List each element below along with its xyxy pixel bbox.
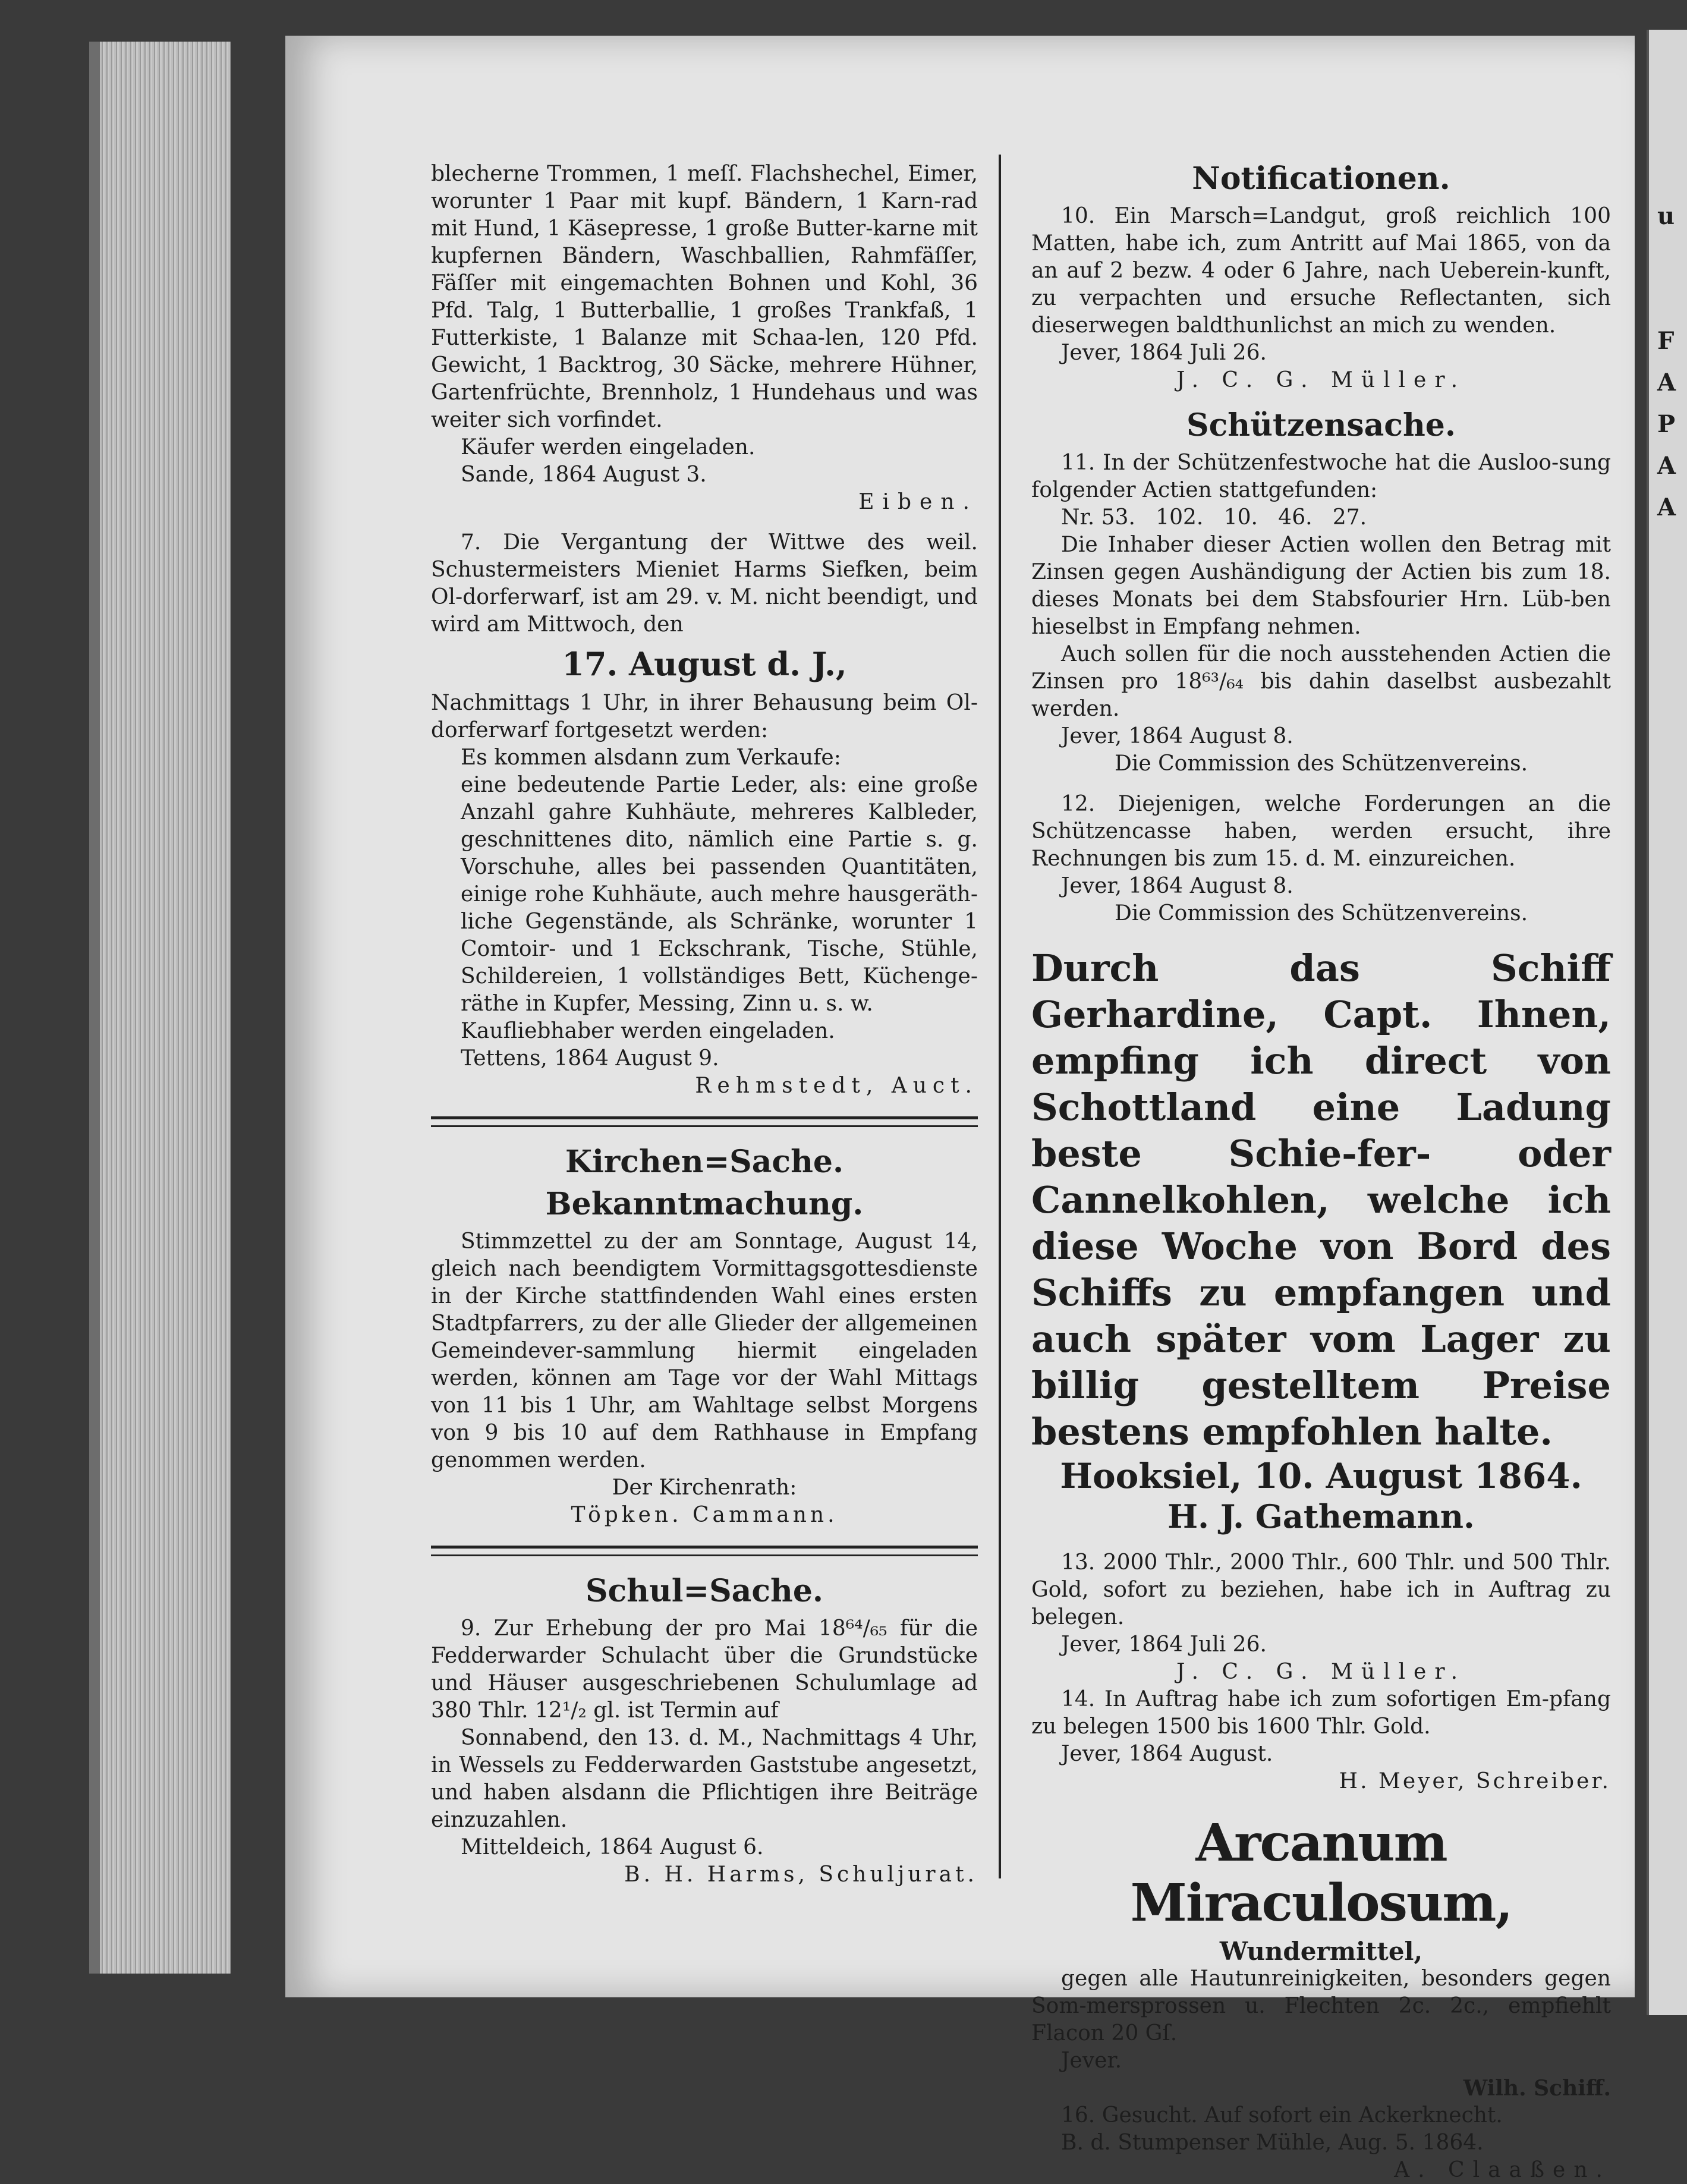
notice-12-place-date: Jever, 1864 August 8. [1061, 874, 1293, 898]
sliver-letter: u [1657, 202, 1675, 230]
section-heading-notifications: Notificationen. [1192, 161, 1450, 197]
signature: Eiben. [858, 490, 978, 514]
section-heading-school: Schul=Sache. [585, 1573, 824, 1609]
notice-7: 7. Die Vergantung der Wittwe des weil. Schustermeisters Mieniet Harms Siefken, beim Ol-dorferwarf, ist am 29. v. M. nicht beendigt, und wird am Mittwoch, den [431, 530, 978, 637]
notice-11: 11. In der Schützenfestwoche hat die Ausloo-sung folgender Actien stattgefunden: [1031, 451, 1611, 502]
place-date: Sande, 1864 August 3. [461, 462, 707, 487]
notice-14: 14. In Auftrag habe ich zum sofortigen Em-pfang zu belegen 1500 bis 1600 Thlr. Gold. [1031, 1687, 1611, 1739]
sliver-letter: A [1657, 369, 1676, 396]
right-column [1031, 161, 1611, 2184]
church-notice: Stimmzettel zu der am Sonntage, August 14, gleich nach beendigtem Vormittagsgottesdienste in der Kirche stattfindenden Wahl eines ersten Stadtpfarrers, zu der alle Glieder der allgemeinen Gemeindever-sammlung hiermit eingeladen werden, können am Tage vor der Wahl Mittags von 11 bis 1 Uhr, am Wahltage selbst Morgens von 9 bis 10 auf dem Rathhause in Empfang genommen werden. [431, 1229, 978, 1472]
sliver-letter: F [1657, 327, 1675, 355]
notice-7-items: eine bedeutende Partie Leder, als: eine große Anzahl gahre Kuhhäute, mehreres Kalbleder, geschnittenes dito, nämlich eine Partie s. g. Vorschuhe, alles bei passenden Quantitäten, einige rohe Kuhhäute, auch mehre hausgeräth-liche Gegenstände, als Schränke, worunter 1 Comtoir- und 1 Eckschrank, Tische, Stühle, Schildereien, 1 vollständiges Bett, Küchenge-räthe in Kupfer, Messing, Zinn u. s. w. [461, 773, 978, 1016]
section-rule [431, 1116, 978, 1127]
notice-7-buyers: Kaufliebhaber werden eingeladen. [461, 1019, 835, 1043]
arcanum-ad-subtitle: Wundermittel, [1219, 1937, 1423, 1966]
sliver-letter: A [1657, 452, 1676, 480]
notice-7-intro: Es kommen alsdann zum Verkaufe: [461, 745, 841, 770]
book-page-edges [89, 42, 231, 1974]
notice-11-body: Die Inhaber dieser Actien wollen den Betrag mit Zinsen gegen Aushändigung der Actien bis zum 18. dieses Monats bei dem Stabsfourier Hrn. Lüb-ben hieselbst in Empfang nehmen. [1031, 533, 1611, 639]
church-council: Der Kirchenrath: [612, 1475, 797, 1500]
notice-12-signature: Die Commission des Schützenvereins. [1114, 901, 1528, 926]
notice-9: 9. Zur Erhebung der pro Mai 18⁶⁴/₆₅ für die Fedderwarder Schulacht über die Grundstücke und Häuser ausgeschriebenen Schulumlage ad 380 Thlr. 12¹/₂ gl. ist Termin auf [431, 1616, 978, 1723]
notice-13-signature: J. C. G. Müller. [1176, 1660, 1466, 1684]
section-heading-church: Kirchen=Sache. [565, 1144, 844, 1180]
notice-11-signature: Die Commission des Schützenvereins. [1114, 751, 1528, 776]
coal-ad-place-date: Hooksiel, 10. August 1864. [1060, 1456, 1582, 1496]
left-column [431, 161, 978, 1889]
notice-16-place-date: B. d. Stumpenser Mühle, Aug. 5. 1864. [1061, 2130, 1484, 2155]
notice-13-place-date: Jever, 1864 Juli 26. [1061, 1632, 1267, 1657]
facing-page-sliver [1647, 30, 1687, 2015]
notice-9-place-date: Mitteldeich, 1864 August 6. [461, 1835, 764, 1859]
notice-7-date: 17. August d. J., [562, 645, 847, 683]
coal-advertisement: Durch das Schiff Gerhardine, Capt. Ihnen, empfing ich direct von Schottland eine Ladung beste Schie-fer- oder Cannelkohlen, welche ich diese Woche von Bord des Schiffs zu empfangen und auch später vom Lager zu billig gestelltem Preise bestens empfohlen halte. [1031, 946, 1611, 1453]
column-divider [999, 155, 1001, 1878]
auction-list-text: blecherne Trommen, 1 meſſ. Flachshechel, Eimer, worunter 1 Paar mit kupf. Bändern, 1 Karn-rad mit Hund, 1 Käsepresse, 1 große Butter-karne mit kupfernen Bändern, Waschballien, Rahmfäſſer, Fäſſer mit eingemachten Bohnen und Kohl, 36 Pfd. Talg, 1 Butterballie, 1 großes Trankfaß, 1 Futterkiste, 1 Balanze mit Schaa-len, 120 Pfd. Gewicht, 1 Backtrog, 30 Säcke, mehrere Hühner, Gartenfrüchte, Brennholz, 1 Hundehaus und was weiter sich vorfindet. [431, 162, 978, 432]
notice-16: 16. Gesucht. Auf sofort ein Ackerknecht. [1061, 2103, 1503, 2128]
notice-13: 13. 2000 Thlr., 2000 Thlr., 600 Thlr. und 500 Thlr. Gold, sofort zu beziehen, habe ich in Auftrag zu belegen. [1031, 1550, 1611, 1629]
arcanum-ad-text: gegen alle Hautunreinigkeiten, besonders gegen Som-mersprossen u. Flechten 2c. 2c., empfiehlt Flacon 20 Gſ. [1031, 1966, 1611, 2045]
notice-7-signature: Rehmstedt, Auct. [695, 1074, 978, 1098]
notice-11-numbers: Nr. 53. 102. 10. 46. 27. [1061, 505, 1367, 530]
arcanum-ad-signature: Wilh. Schiff. [1463, 2076, 1611, 2101]
notice-16-signature: A. Claaßen. [1394, 2158, 1611, 2182]
notice-11-place-date: Jever, 1864 August 8. [1061, 724, 1293, 748]
notice-14-place-date: Jever, 1864 August. [1061, 1742, 1273, 1766]
sliver-letter: P [1657, 410, 1676, 438]
section-rule [431, 1546, 978, 1556]
notice-11-interest: Auch sollen für die noch ausstehenden Actien die Zinsen pro 18⁶³/₆₄ bis dahin daselbst ausbezahlt werden. [1031, 642, 1611, 721]
notice-10-signature: J. C. G. Müller. [1176, 368, 1466, 392]
announcement-heading: Bekanntmachung. [545, 1186, 864, 1222]
notice-9-date: Sonnabend, den 13. d. M., Nachmittags 4 Uhr, in Wessels zu Fedderwarden Gaststube angesetzt, und haben alsdann die Pflichtigen ihre Beiträge einzuzahlen. [431, 1726, 978, 1832]
notice-7-place-date: Tettens, 1864 August 9. [461, 1046, 719, 1071]
notice-10-place-date: Jever, 1864 Juli 26. [1061, 341, 1267, 365]
sliver-letter: A [1657, 493, 1676, 521]
notice-14-signature: H. Meyer, Schreiber. [1339, 1769, 1611, 1793]
notice-10: 10. Ein Marsch=Landgut, groß reichlich 100 Matten, habe ich, zum Antritt auf Mai 1865, von da an auf 2 bezw. 4 oder 6 Jahre, nach Ueberein-kunft, zu verpachten und ersuche Reflectanten, sich dieserwegen baldthunlichst an mich zu wenden. [1031, 204, 1611, 338]
arcanum-ad-place: Jever. [1061, 2048, 1122, 2073]
buyers-invited: Käufer werden eingeladen. [461, 435, 756, 460]
arcanum-ad-title: Arcanum Miraculosum, [1130, 1813, 1512, 1933]
section-heading-shooting: Schützensache. [1186, 407, 1456, 443]
notice-9-signature: B. H. Harms, Schuljurat. [624, 1862, 978, 1887]
church-signatures: Töpken. Cammann. [571, 1503, 838, 1527]
notice-7-time: Nachmittags 1 Uhr, in ihrer Behausung beim Ol-dorferwarf fortgesetzt werden: [431, 691, 978, 742]
coal-ad-signature: H. J. Gathemann. [1167, 1497, 1475, 1535]
notice-12: 12. Diejenigen, welche Forderungen an die Schützencasse haben, werden ersucht, ihre Rechnungen bis zum 15. d. M. einzureichen. [1031, 792, 1611, 871]
